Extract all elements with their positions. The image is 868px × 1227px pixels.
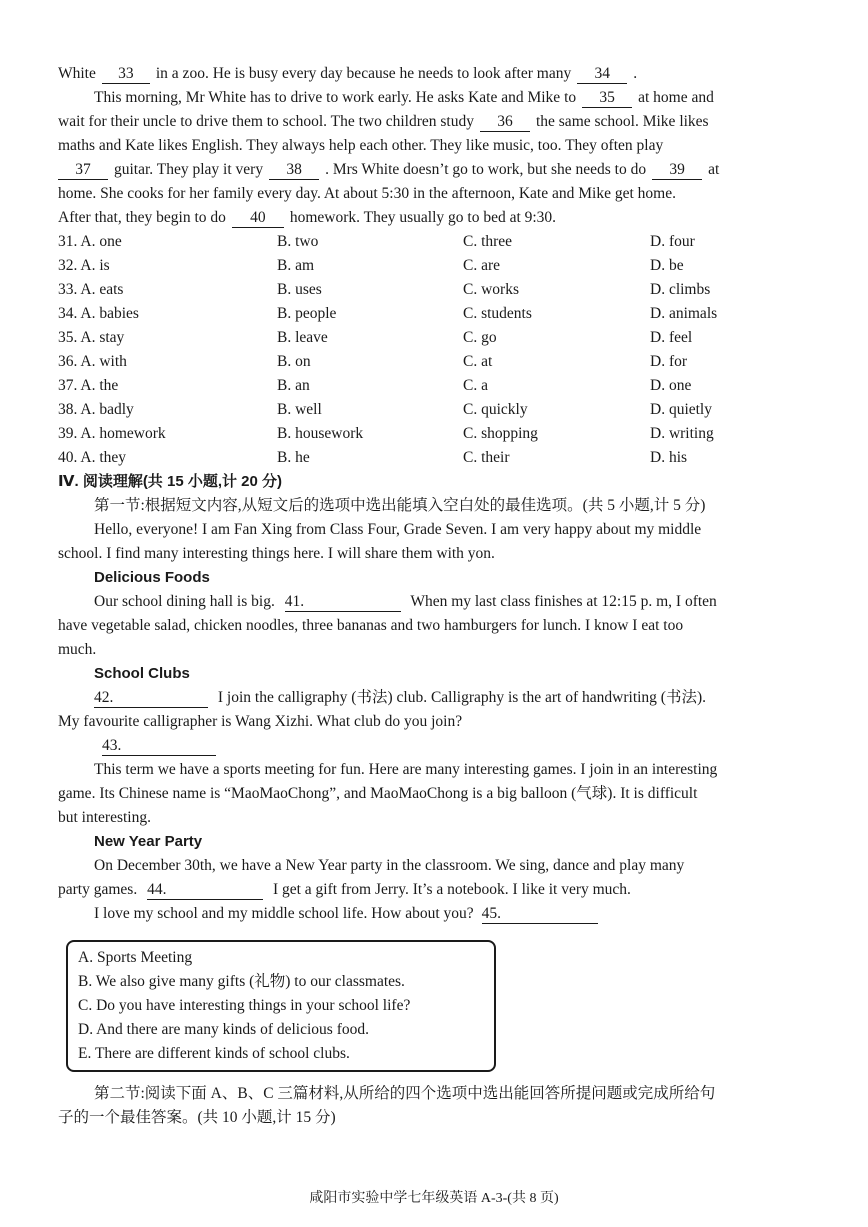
intro-line-1: Hello, everyone! I am Fan Xing from Class Four, Grade Seven. I am very happy about my middle: [94, 521, 702, 538]
option-c[interactable]: C. works: [463, 281, 519, 298]
blank-39: 39: [652, 161, 702, 180]
blank-41: 41.: [285, 593, 401, 612]
intro-line-2: school. I find many interesting things here. I will share them with yon.: [58, 545, 495, 562]
option-c[interactable]: C. a: [463, 377, 488, 394]
text: I join the calligraphy (书法) club. Calligraphy is the art of handwriting (书法).: [217, 689, 707, 706]
blank-38: 38: [269, 161, 319, 180]
sports-line-3: but interesting.: [58, 809, 151, 826]
blank-43-line: [102, 734, 302, 758]
clubs-line-2: My favourite calligrapher is Wang Xizhi. What club do you join?: [58, 713, 463, 730]
foods-line-1: [94, 590, 810, 614]
clubs-line-1: [94, 686, 810, 710]
blank-36: 36: [480, 113, 530, 132]
option-b[interactable]: B. We also give many gifts (礼物) to our classmates.: [78, 973, 405, 990]
blank-37: 37: [58, 161, 108, 180]
text: wait for their uncle to drive them to school. The two children study: [58, 113, 474, 130]
blank-35: 35: [582, 89, 632, 108]
cloze-line-4: [58, 134, 810, 158]
text: When my last class finishes at 12:15 p. m, I often: [410, 593, 717, 610]
text: the same school. Mike likes: [535, 113, 709, 130]
text: I get a gift from Jerry. It’s a notebook. I like it very much.: [272, 881, 631, 898]
option-b[interactable]: B. well: [277, 401, 322, 418]
option-d[interactable]: D. his: [650, 449, 688, 466]
option-b[interactable]: B. people: [277, 305, 337, 322]
sports-line-1: This term we have a sports meeting for fun. Here are many interesting games. I join in an interesting: [94, 761, 718, 778]
option-c[interactable]: C. at: [463, 353, 493, 370]
option-b[interactable]: B. on: [277, 353, 311, 370]
option-a[interactable]: 35. A. stay: [58, 329, 125, 346]
party-line-2: [58, 878, 810, 902]
cloze-line-2: [94, 86, 810, 110]
option-d[interactable]: D. And there are many kinds of delicious food.: [78, 1021, 369, 1038]
option-c[interactable]: C. Do you have interesting things in your school life?: [78, 997, 411, 1014]
text: Our school dining hall is big.: [94, 593, 275, 610]
option-a[interactable]: 36. A. with: [58, 353, 127, 370]
option-c[interactable]: C. their: [463, 449, 510, 466]
option-a[interactable]: 32. A. is: [58, 257, 110, 274]
option-c[interactable]: C. quickly: [463, 401, 528, 418]
text: at: [708, 161, 720, 178]
option-c[interactable]: C. three: [463, 233, 513, 250]
blank-45: 45.: [482, 905, 598, 924]
section-2-instruction-line-2: 子的一个最佳答案。(共 10 小题,计 15 分): [58, 1109, 336, 1126]
blank-43: 43.: [102, 737, 216, 756]
blank-34: 34: [577, 65, 627, 84]
option-b[interactable]: B. am: [277, 257, 315, 274]
subheading-delicious-foods: Delicious Foods: [94, 569, 210, 586]
option-a[interactable]: 39. A. homework: [58, 425, 166, 442]
option-d[interactable]: D. four: [650, 233, 695, 250]
text: home. She cooks for her family every day. At about 5:30 in the afternoon, Kate and Mike get home.: [58, 185, 676, 202]
subheading-new-year-party: New Year Party: [94, 833, 203, 850]
text: in a zoo. He is busy every day because he needs to look after many: [155, 65, 572, 82]
sports-line-2: game. Its Chinese name is “MaoMaoChong”, and MaoMaoChong is a big balloon (气球). It is difficult: [58, 785, 698, 802]
option-b[interactable]: B. an: [277, 377, 310, 394]
text: After that, they begin to do: [58, 209, 226, 226]
option-d[interactable]: D. climbs: [650, 281, 711, 298]
option-a[interactable]: 38. A. badly: [58, 401, 134, 418]
answer-options-box: [66, 940, 496, 1072]
option-a[interactable]: 34. A. babies: [58, 305, 139, 322]
text: .: [633, 65, 638, 82]
text: White: [58, 65, 96, 82]
party-line-1: On December 30th, we have a New Year party in the classroom. We sing, dance and play many: [94, 857, 685, 874]
cloze-line-1: [58, 62, 810, 86]
blank-42: 42.: [94, 689, 208, 708]
option-a[interactable]: A. Sports Meeting: [78, 949, 193, 966]
cloze-line-5: [58, 158, 810, 182]
foods-line-2: have vegetable salad, chicken noodles, three bananas and two hamburgers for lunch. I know I eat too: [58, 617, 684, 634]
option-b[interactable]: B. uses: [277, 281, 322, 298]
option-d[interactable]: D. feel: [650, 329, 693, 346]
option-c[interactable]: C. are: [463, 257, 501, 274]
option-b[interactable]: B. leave: [277, 329, 328, 346]
text: This morning, Mr White has to drive to work early. He asks Kate and Mike to: [94, 89, 577, 106]
section-2-instruction-line-1: 第二节:阅读下面 A、B、C 三篇材料,从所给的四个选项中选出能回答所提问题或完成所给句: [94, 1085, 716, 1102]
text: I love my school and my middle school life. How about you?: [94, 905, 474, 922]
option-c[interactable]: C. students: [463, 305, 532, 322]
section-heading: Ⅳ. 阅读理解(共 15 小题,计 20 分): [58, 473, 283, 490]
option-e[interactable]: E. There are different kinds of school clubs.: [78, 1045, 350, 1062]
text: guitar. They play it very: [114, 161, 264, 178]
end-line: [94, 902, 810, 926]
cloze-line-6: [58, 182, 810, 206]
option-b[interactable]: B. two: [277, 233, 319, 250]
option-b[interactable]: B. housework: [277, 425, 364, 442]
text: party games.: [58, 881, 138, 898]
option-d[interactable]: D. animals: [650, 305, 718, 322]
text: at home and: [638, 89, 714, 106]
option-c[interactable]: C. shopping: [463, 425, 538, 442]
section-1-instruction: 第一节:根据短文内容,从短文后的选项中选出能填入空白处的最佳选项。(共 5 小题,计 5 分): [94, 497, 706, 514]
option-a[interactable]: 37. A. the: [58, 377, 119, 394]
foods-line-3: much.: [58, 641, 97, 658]
text: . Mrs White doesn’t go to work, but she needs to do: [325, 161, 647, 178]
blank-40: 40: [232, 209, 284, 228]
option-d[interactable]: D. for: [650, 353, 688, 370]
option-d[interactable]: D. quietly: [650, 401, 712, 418]
option-a[interactable]: 33. A. eats: [58, 281, 124, 298]
option-a[interactable]: 31. A. one: [58, 233, 122, 250]
text: homework. They usually go to bed at 9:30.: [289, 209, 557, 226]
option-b[interactable]: B. he: [277, 449, 310, 466]
option-d[interactable]: D. one: [650, 377, 692, 394]
cloze-line-7: [58, 206, 810, 230]
option-a[interactable]: 40. A. they: [58, 449, 127, 466]
option-d[interactable]: D. writing: [650, 425, 714, 442]
blank-33: 33: [102, 65, 150, 84]
option-c[interactable]: C. go: [463, 329, 497, 346]
text: maths and Kate likes English. They always help each other. They like music, too. They often play: [58, 137, 664, 154]
blank-44: 44.: [147, 881, 263, 900]
option-d[interactable]: D. be: [650, 257, 684, 274]
subheading-school-clubs: School Clubs: [94, 665, 190, 682]
cloze-line-3: [58, 110, 810, 134]
page-footer: 咸阳市实验中学七年级英语 A-3-(共 8 页): [309, 1191, 559, 1206]
